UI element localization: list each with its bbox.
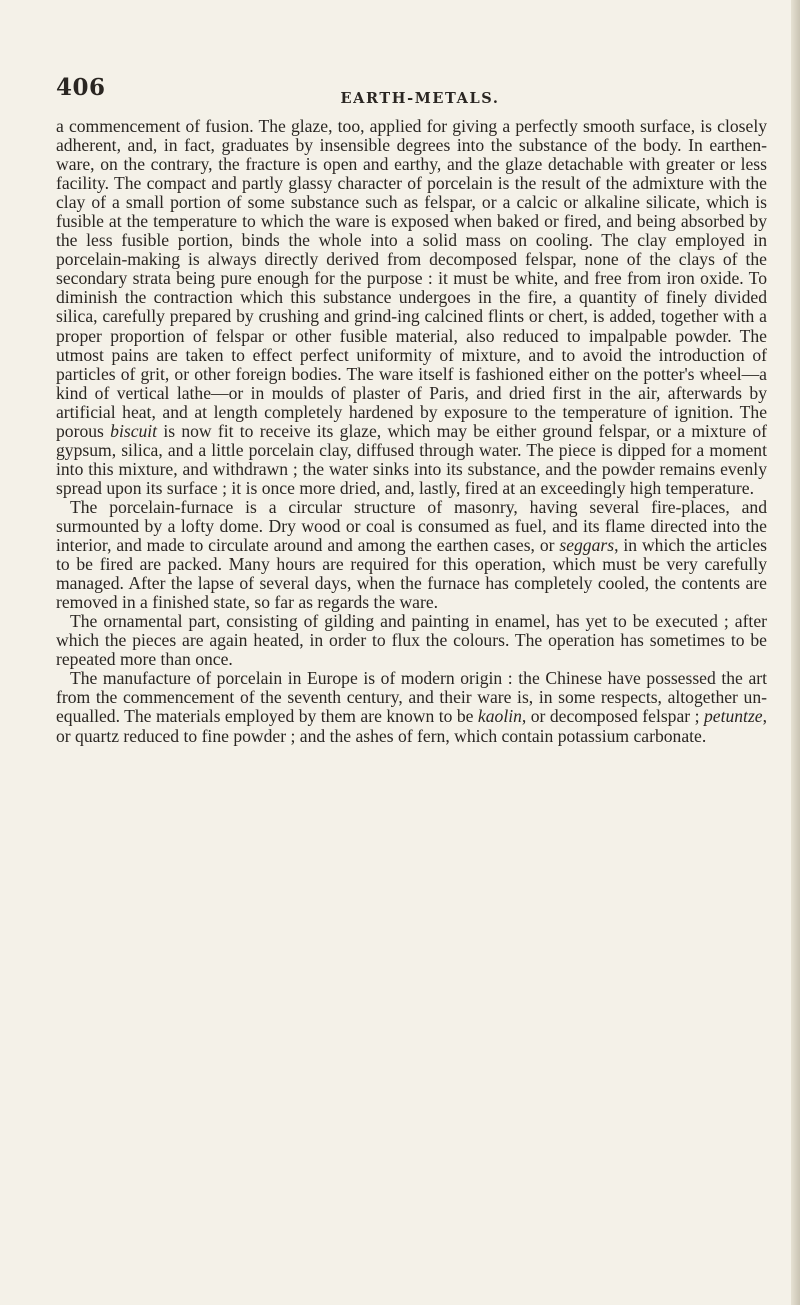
text-span: , or quartz reduced to fine powder ; and the ashes of fern, which contain potassium carbonate.: [56, 706, 768, 746]
paragraph-2: [56, 498, 767, 612]
italic-term: seggars: [559, 535, 615, 556]
italic-term: biscuit: [110, 420, 158, 441]
running-title: EARTH-METALS.: [340, 90, 500, 107]
text-span: The manufacture of porcelain in Europe is of modern origin : the Chinese have possessed the art from the commencement of the seventh century, and their ware is, in some respects, altogether un-equalled. The materials employed by them are known to be: [56, 668, 767, 727]
page-edge-shadow: [791, 0, 800, 1305]
text-span: , in which the articles to be fired are packed. Many hours are required for this operation, which must be very carefully managed. After the lapse of several days, when the furnace has completely cooled, the contents are removed in a finished state, so far as regards the ware.: [56, 535, 767, 613]
text-span: a commencement of fusion. The glaze, too, applied for giving a perfectly smooth surface, is closely adherent, and, in fact, graduates by insensible degrees into the substance of the body. In earthen-ware, on the contrary, the fracture is open and earthy, and the glaze detachable with greater or less facility. The compact and partly glassy character of porcelain is the result of the admixture with the clay of a small portion of some substance such as felspar, or a calcic or alkaline silicate, which is fusible at the temperature to which the ware is exposed when baked or fired, and being absorbed by the less fusible portion, binds the whole into a solid mass on cooling. The clay employed in porcelain-making is always directly derived from decomposed felspar, none of the clays of the secondary strata being pure enough for the purpose : it must be white, and free from iron oxide. To diminish the contraction which this substance undergoes in the fire, a quantity of finely divided silica, carefully prepared by crushing and grind-ing calcined flints or chert, is added, together with a proper proportion of felspar or other fusible material, also reduced to impalpable powder. The utmost pains are taken to effect perfect uniformity of mixture, and to avoid the introduction of particles of grit, or other foreign bodies. The ware itself is fashioned either on the potter's wheel—a kind of vertical lathe—or in moulds of plaster of Paris, and dried first in the air, afterwards by artificial heat, and at length completely hardened by exposure to the temperature of ignition. The porous: [56, 116, 767, 441]
text-span: The porcelain-furnace is a circular structure of masonry, having several fire-places, and surmounted by a lofty dome. Dry wood or coal is consumed as fuel, and its flame directed into the interior, and made to circulate around and among the earthen cases, or: [56, 496, 767, 556]
body-text: [56, 117, 767, 746]
paragraph-4: [56, 669, 767, 745]
paragraph-3: [56, 612, 767, 669]
text-span: is now fit to receive its glaze, which may be either ground felspar, or a mixture of gypsum, silica, and a little porcelain clay, diffused through water. The piece is dipped for a moment into this mixture, and withdrawn ; the water sinks into its substance, and the powder remains evenly spread upon its surface ; it is once more dried, and, lastly, fired at an exceedingly high temperature.: [56, 420, 767, 498]
text-span: The ornamental part, consisting of gilding and painting in enamel, has yet to be executed ; after which the pieces are again heated, in order to flux the colours. The operation has sometimes to be repeated more than once.: [56, 611, 767, 670]
text-span: , or decomposed felspar ;: [521, 706, 704, 727]
page-number: 406: [56, 74, 106, 101]
paragraph-1: [56, 117, 767, 498]
italic-term: kaolin: [477, 706, 522, 727]
italic-term: petuntze: [703, 706, 763, 727]
